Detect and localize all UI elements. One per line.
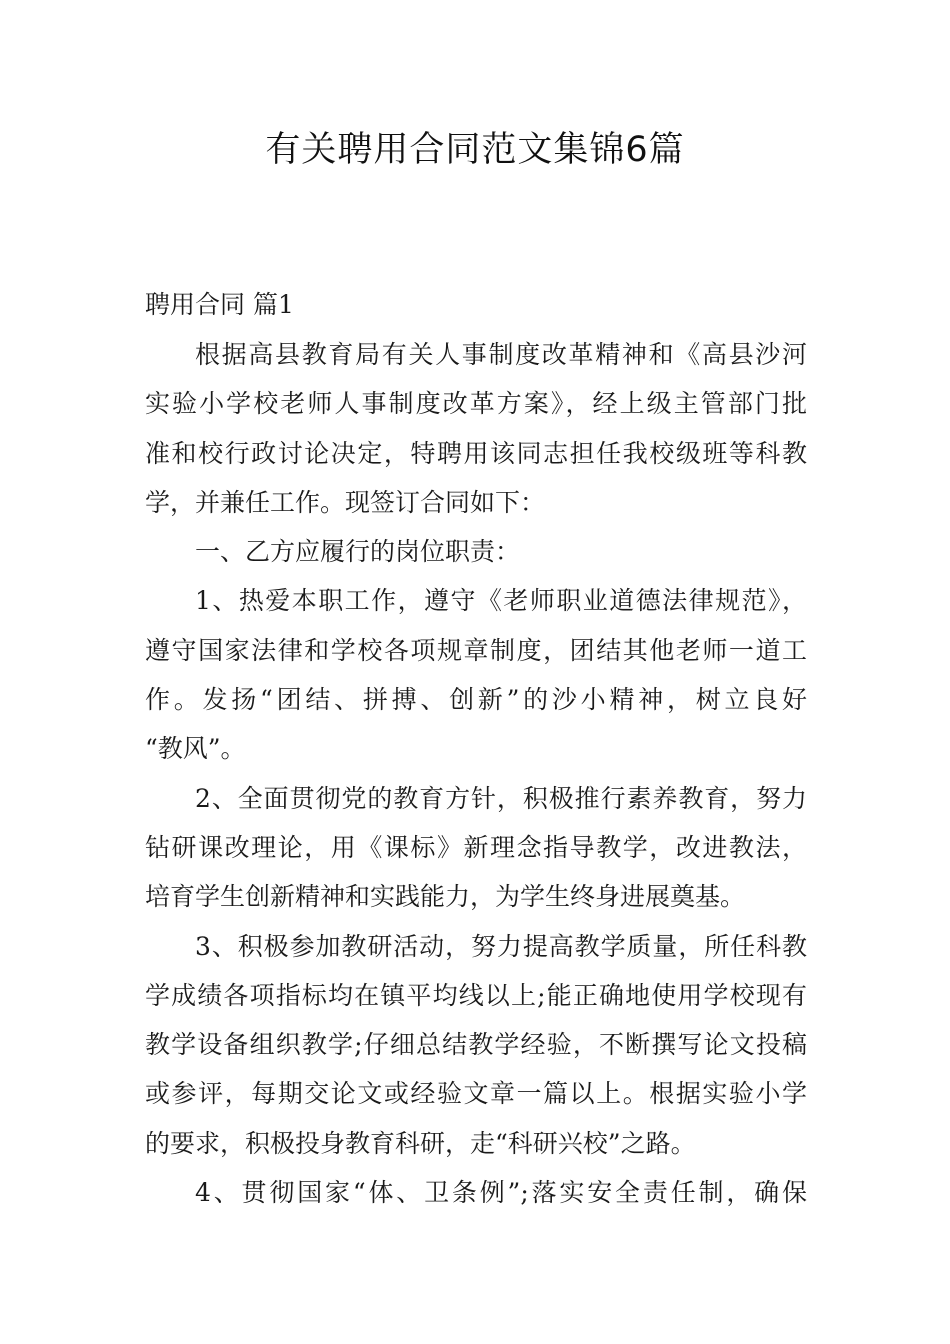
paragraph-duty-2 [145, 774, 807, 922]
paragraph-line: 实验小学校老师人事制度改革方案》，经上级主管部门批 [145, 389, 807, 419]
paragraph-duties-heading [145, 527, 807, 576]
paragraph-duty-3 [145, 922, 807, 1168]
paragraph-line: 准和校行政讨论决定，特聘用该同志担任我校级班等科教 [145, 438, 807, 468]
paragraph-line: 3、积极参加教研活动，努力提高教学质量，所任科教 [195, 931, 807, 961]
paragraph-line: 或参评，每期交论文或经验文章一篇以上。根据实验小学 [145, 1079, 807, 1109]
paragraph-line: 的要求，积极投身教育科研，走“科研兴校”之路。 [145, 1128, 696, 1158]
paragraph-line: “教风”。 [145, 734, 246, 764]
paragraph-line: 4、贯彻国家“体、卫条例”;落实安全责任制，确保 [195, 1178, 807, 1208]
section-heading: 聘用合同 篇1 [145, 290, 294, 319]
document-body [145, 280, 807, 1217]
paragraph-line: 2、全面贯彻党的教育方针，积极推行素养教育，努力 [195, 783, 807, 813]
paragraph-line: 学，并兼任工作。现签订合同如下： [145, 487, 546, 517]
document-title: 有关聘用合同范文集锦6篇 [265, 130, 685, 170]
paragraph-line: 教学设备组织教学;仔细总结教学经验，不断撰写论文投稿 [145, 1030, 807, 1060]
paragraph-duty-4 [145, 1168, 807, 1217]
paragraph-line: 根据高县教育局有关人事制度改革精神和《高县沙河 [195, 340, 807, 369]
paragraph-line: 作。发扬“团结、拼搏、创新”的沙小精神，树立良好 [145, 685, 807, 715]
paragraph-line: 培育学生创新精神和实践能力，为学生终身进展奠基。 [145, 882, 746, 912]
paragraph-line: 一、乙方应履行的岗位职责： [195, 537, 521, 567]
paragraph-line: 学成绩各项指标均在镇平均线以上;能正确地使用学校现有 [145, 980, 807, 1010]
paragraph-intro [145, 330, 807, 527]
paragraph-line: 钻研课改理论，用《课标》新理念指导教学，改进教法， [145, 832, 807, 862]
paragraph-line: 遵守国家法律和学校各项规章制度，团结其他老师一道工 [145, 635, 807, 665]
paragraph-line: 1、热爱本职工作，遵守《老师职业道德法律规范》， [195, 586, 807, 616]
paragraph-duty-1 [145, 576, 807, 773]
